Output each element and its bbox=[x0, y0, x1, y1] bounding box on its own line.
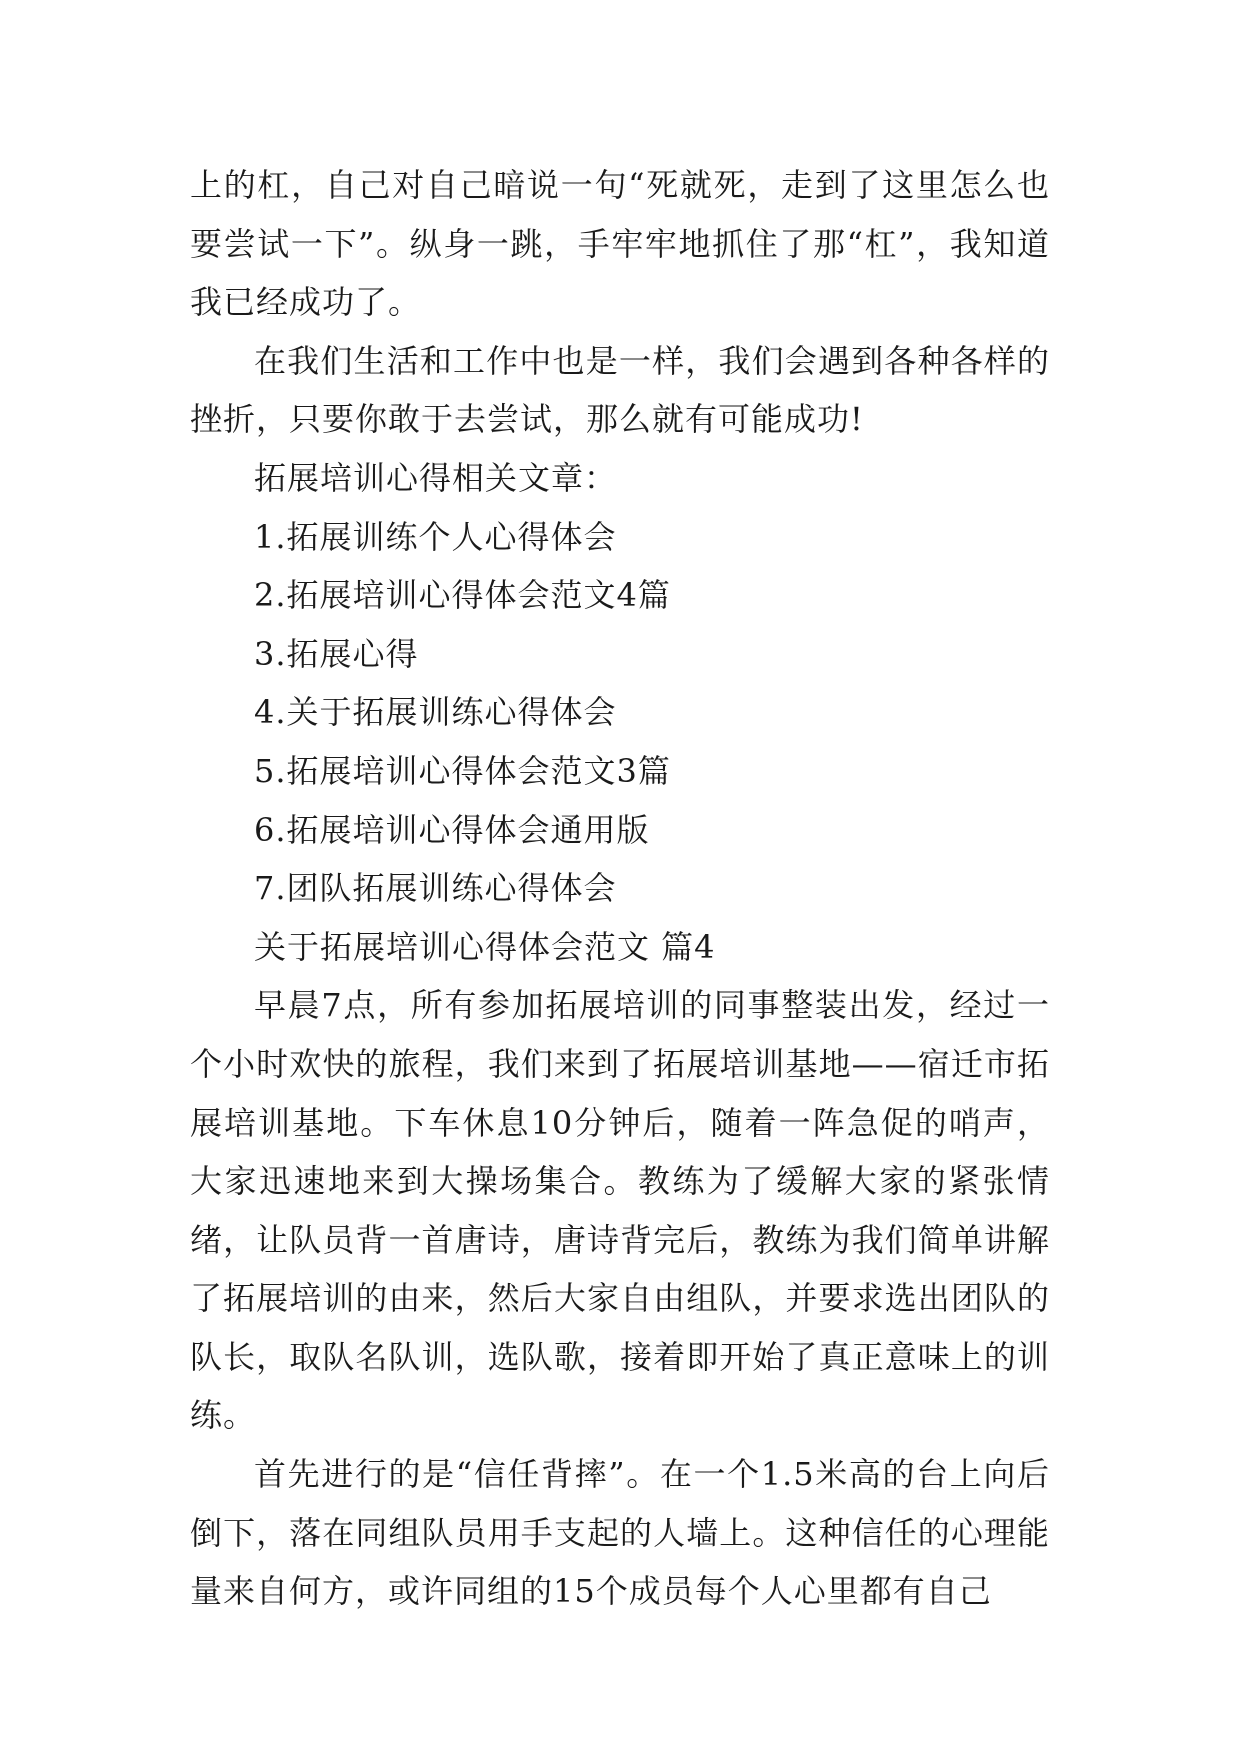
related-article-item[interactable]: 2.拓展培训心得体会范文4篇 bbox=[254, 576, 671, 615]
document-body bbox=[190, 156, 1050, 1621]
paragraph-continuation: 上的杠，自己对自己暗说一句“死就死，走到了这里怎么也要尝试一下”。纵身一跳，手牢牢地抓住了那“杠”，我知道我已经成功了。 bbox=[190, 166, 1050, 322]
related-articles-heading: 拓展培训心得相关文章： bbox=[254, 458, 618, 497]
related-article-item[interactable]: 5.拓展培训心得体会范文3篇 bbox=[254, 751, 671, 790]
related-article-item[interactable]: 4.关于拓展训练心得体会 bbox=[254, 693, 617, 732]
related-article-item[interactable]: 7.团队拓展训练心得体会 bbox=[254, 869, 617, 908]
paragraph-morning: 早晨7点，所有参加拓展培训的同事整装出发，经过一个小时欢快的旅程，我们来到了拓展培训基地——宿迁市拓展培训基地。下车休息10分钟后，随着一阵急促的哨声，大家迅速地来到大操场集合。教练为了缓解大家的紧张情绪，让队员背一首唐诗，唐诗背完后，教练为我们简单讲解了拓展培训的由来，然后大家自由组队，并要求选出团队的队长，取队名队训，选队歌，接着即开始了真正意味上的训练。 bbox=[190, 986, 1050, 1435]
section-title: 关于拓展培训心得体会范文 篇4 bbox=[254, 927, 716, 966]
paragraph-lesson: 在我们生活和工作中也是一样，我们会遇到各种各样的挫折，只要你敢于去尝试，那么就有可能成功! bbox=[190, 341, 1050, 439]
paragraph-trust-fall: 首先进行的是“信任背摔”。在一个1.5米高的台上向后倒下，落在同组队员用手支起的人墙上。这种信任的心理能量来自何方，或许同组的15个成员每个人心里都有自己 bbox=[190, 1455, 1050, 1611]
related-article-item[interactable]: 6.拓展培训心得体会通用版 bbox=[254, 810, 650, 849]
related-article-item[interactable]: 1.拓展训练个人心得体会 bbox=[254, 517, 617, 556]
related-article-item[interactable]: 3.拓展心得 bbox=[254, 634, 419, 673]
